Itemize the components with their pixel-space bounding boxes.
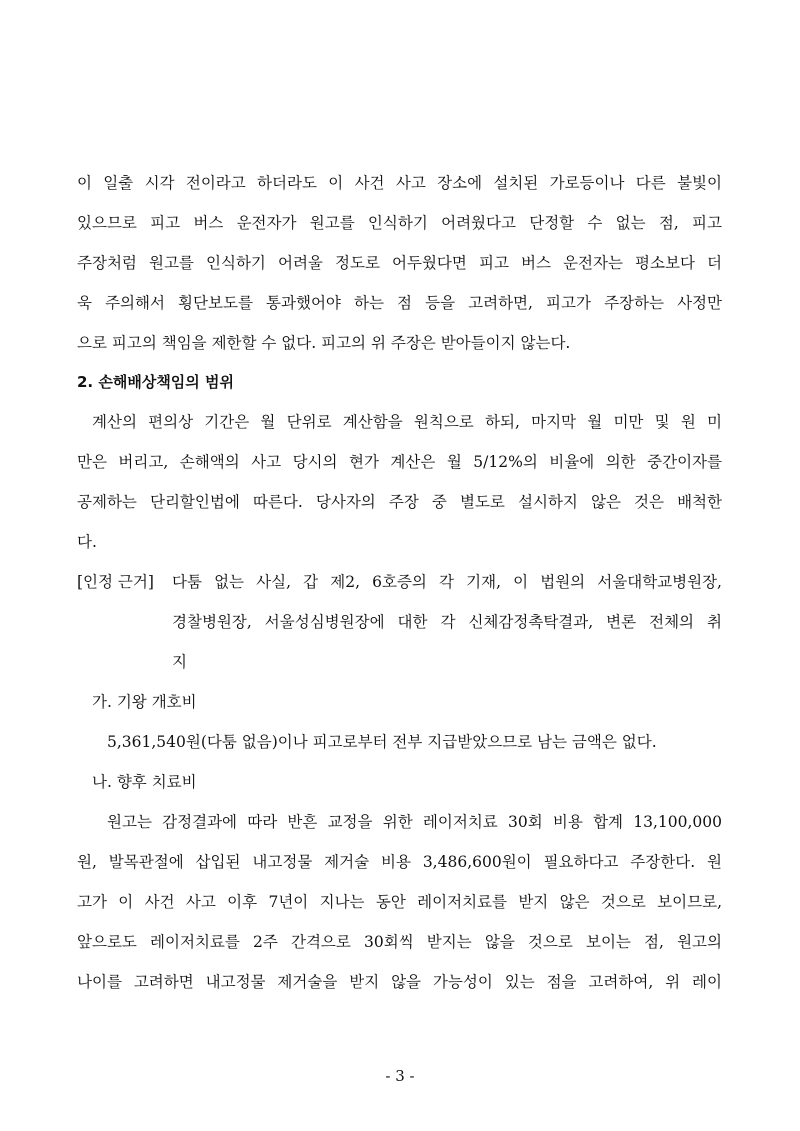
paragraph-line: 이 일출 시각 전이라고 하더라도 이 사건 사고 장소에 설치된 가로등이나 다른 불빛이 xyxy=(77,174,722,192)
subsection-a-title: 가. 기왕 개호비 xyxy=(92,693,197,711)
paragraph-line: 있으므로 피고 버스 운전자가 원고를 인식하기 어려웠다고 단정할 수 없는 점, 피고 xyxy=(77,214,722,232)
evidence-label: [인정 근거] xyxy=(77,573,154,591)
subsection-a-body: 5,361,540원(다툼 없음)이나 피고로부터 전부 지급받았으므로 남는 금액은 없다. xyxy=(107,733,657,751)
subsection-b-title: 나. 향후 치료비 xyxy=(92,773,197,791)
evidence-line: 경찰병원장, 서울성심병원장에 대한 각 신체감정촉탁결과, 변론 전체의 취 xyxy=(172,613,722,631)
paragraph-line: 공제하는 단리할인법에 따른다. 당사자의 주장 중 별도로 설시하지 않은 것은 배척한 xyxy=(77,493,722,511)
paragraph-line: 원고는 감정결과에 따라 반흔 교정을 위한 레이저치료 30회 비용 합계 13,100,000 xyxy=(107,813,722,831)
paragraph-line: 계산의 편의상 기간은 월 단위로 계산함을 원칙으로 하되, 마지막 월 미만 및 원 미 xyxy=(92,413,722,431)
paragraph-line: 원, 발목관절에 삽입된 내고정물 제거술 비용 3,486,600원이 필요하다고 주장한다. 원 xyxy=(77,853,722,871)
evidence-line: 다툼 없는 사실, 갑 제2, 6호증의 각 기재, 이 법원의 서울대학교병원장, xyxy=(172,573,722,591)
paragraph-line: 으로 피고의 책임을 제한할 수 없다. 피고의 위 주장은 받아들이지 않는다. xyxy=(77,334,571,352)
paragraph-line: 주장처럼 원고를 인식하기 어려울 정도로 어두웠다면 피고 버스 운전자는 평소보다 더 xyxy=(77,254,722,272)
paragraph-line: 욱 주의해서 횡단보도를 통과했어야 하는 점 등을 고려하면, 피고가 주장하는 사정만 xyxy=(77,294,722,312)
section-heading: 2. 손해배상책임의 범위 xyxy=(77,373,234,391)
paragraph-line: 만은 버리고, 손해액의 사고 당시의 현가 계산은 월 5/12%의 비율에 의한 중간이자를 xyxy=(77,453,722,471)
paragraph-line: 다. xyxy=(77,533,97,551)
page-number: - 3 - xyxy=(385,1067,415,1085)
evidence-line: 지 xyxy=(172,653,187,671)
paragraph-line: 앞으로도 레이저치료를 2주 간격으로 30회씩 받지는 않을 것으로 보이는 점, 원고의 xyxy=(77,933,722,951)
paragraph-line: 나이를 고려하면 내고정물 제거술을 받지 않을 가능성이 있는 점을 고려하여, 위 레이 xyxy=(77,973,722,991)
paragraph-line: 고가 이 사건 사고 이후 7년이 지나는 동안 레이저치료를 받지 않은 것으로 보이므로, xyxy=(77,893,722,911)
